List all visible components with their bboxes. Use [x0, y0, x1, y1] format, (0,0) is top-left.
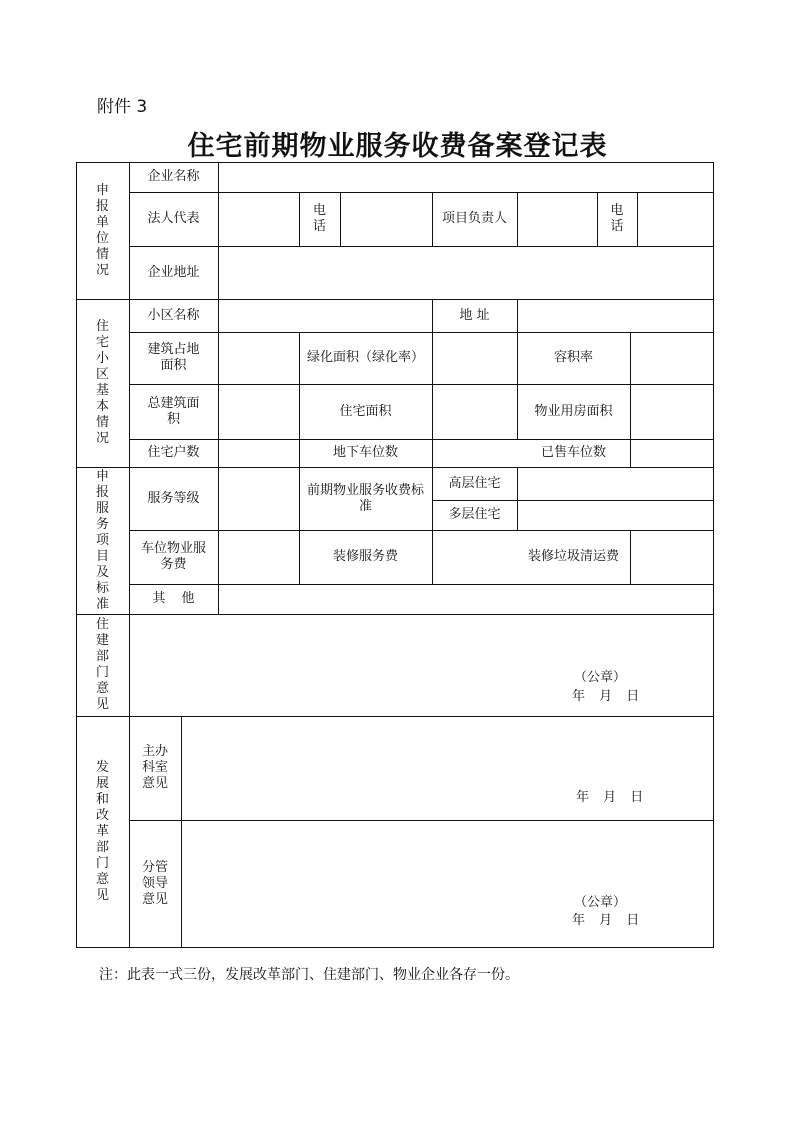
label-phone-2: 电话: [610, 203, 624, 234]
label-land-area: 建筑占地面积: [147, 342, 200, 373]
date-housing: 年 月 日: [572, 689, 640, 704]
label-legal-rep: 法人代表: [147, 211, 200, 226]
label-phone: 电话: [312, 203, 326, 234]
attachment-label: 附件 3: [97, 97, 148, 117]
column-line: [517, 467, 518, 530]
section-development: 发展和改革部门意见: [95, 760, 109, 903]
label-waste-fee: 装修垃圾清运费: [527, 549, 619, 564]
label-housing-area: 住宅面积: [339, 403, 392, 419]
label-high-rise: 高层住宅: [448, 475, 501, 491]
label-company-address: 企业地址: [147, 264, 200, 280]
section-applicant: 申报单位情况: [95, 182, 109, 278]
date-main-office: 年 月 日: [576, 790, 644, 805]
section-line: [76, 614, 714, 615]
label-total-area: 总建筑面积: [147, 395, 200, 427]
row-line: [129, 820, 714, 821]
seal-development: （公章）: [574, 895, 627, 910]
label-multi-storey: 多层住宅: [448, 507, 501, 522]
column-line: [630, 530, 631, 584]
footnote: 注：此表一式三份，发展改革部门、住建部门、物业企业各存一份。: [99, 967, 519, 983]
label-parking-fee: 车位物业服务费: [140, 541, 206, 572]
label-service-level: 服务等级: [147, 490, 200, 506]
label-community-name: 小区名称: [147, 307, 200, 323]
label-other: 其 他: [152, 591, 195, 606]
label-underground-parking: 地下车位数: [332, 445, 398, 460]
date-leader: 年 月 日: [572, 913, 640, 928]
label-decoration-fee: 装修服务费: [332, 549, 398, 564]
column-line: [630, 332, 631, 467]
column-line: [218, 162, 219, 614]
form-title: 住宅前期物业服务收费备案登记表: [187, 131, 608, 162]
label-green-area: 绿化面积（绿化率）: [306, 350, 424, 365]
label-main-office: 主办科室意见: [141, 744, 168, 791]
seal-housing: （公章）: [574, 670, 627, 685]
column-line: [340, 192, 341, 246]
section-residential: 住宅小区基本情况: [95, 319, 109, 446]
column-line: [637, 192, 638, 246]
label-address: 地 址: [459, 307, 490, 323]
label-company-name: 企业名称: [147, 169, 200, 184]
label-households: 住宅户数: [147, 445, 200, 460]
section-housing: 住建部门意见: [95, 617, 109, 712]
column-line: [432, 332, 433, 467]
label-plot-ratio: 容积率: [553, 350, 593, 365]
label-leader: 分管领导意见: [141, 860, 168, 907]
column-line: [517, 192, 518, 246]
column-line: [181, 716, 182, 948]
label-property-room-area: 物业用房面积: [534, 403, 613, 419]
column-line: [517, 299, 518, 332]
section-service: 申报服务项目及标准: [95, 468, 109, 612]
label-project-lead: 项目负责人: [441, 211, 507, 226]
label-sold-parking: 已售车位数: [540, 445, 606, 460]
label-fee-standard: 前期物业服务收费标准: [307, 482, 425, 514]
